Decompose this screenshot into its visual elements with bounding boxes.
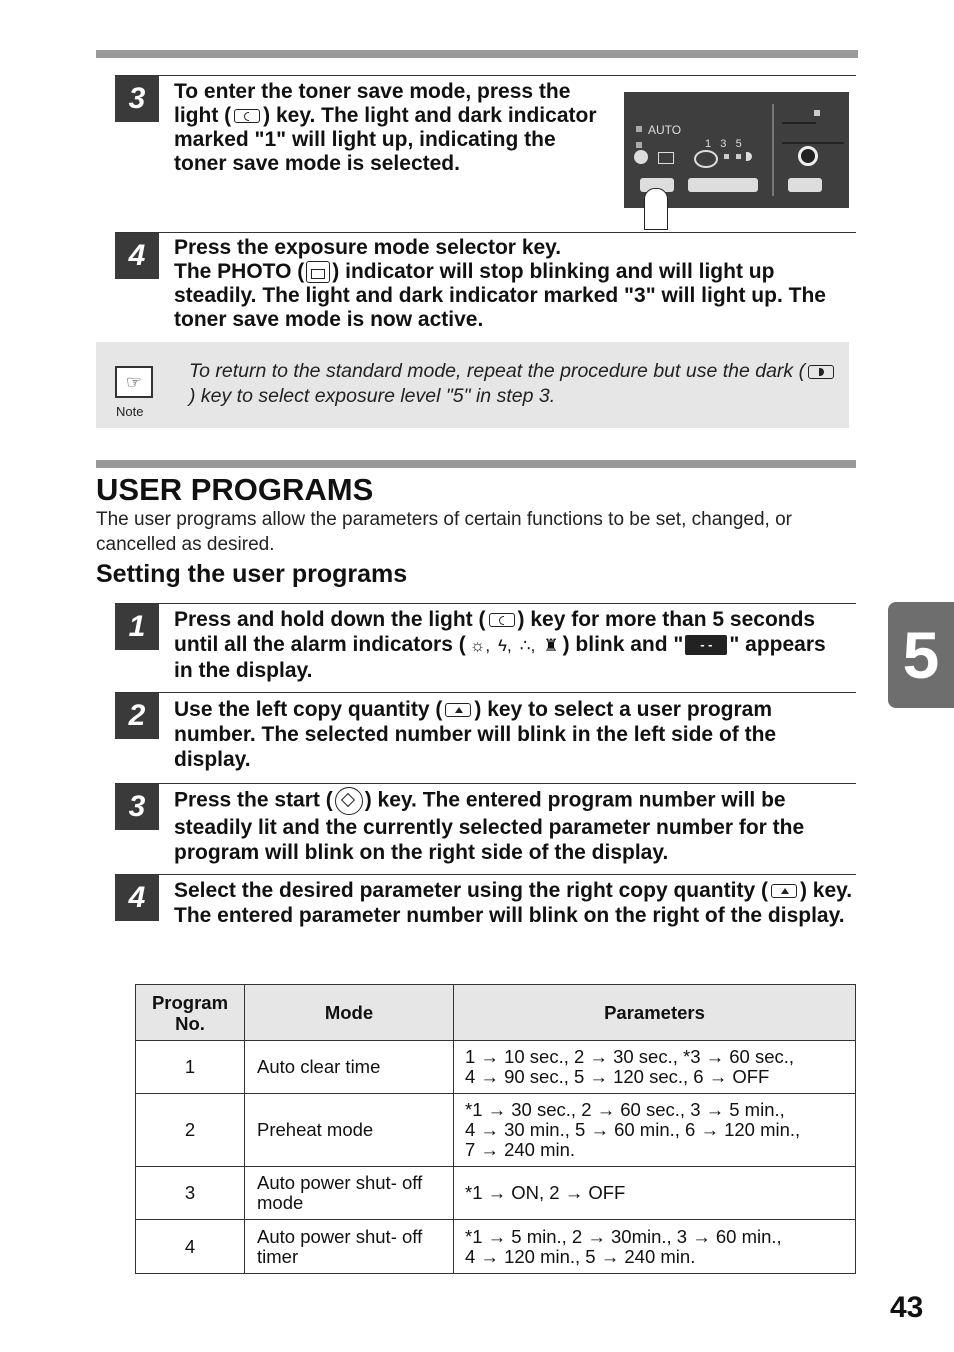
table-header-row [136,985,856,1041]
display-dashes-icon: - - [685,635,727,655]
drum-alarm-icon: ☼, [469,636,491,655]
program-number: 4 [136,1220,245,1274]
program-number: 3 [136,1167,245,1220]
dark-key-icon [808,365,834,379]
section-divider [96,460,856,468]
step-text: Select the desired parameter using the right copy quantity ( ) key. The entered parameter number will blink on the right of the display. [174,879,853,927]
step-text: Press and hold down the light ( ) key for more than 5 seconds until all the alarm indicators ( ☼, ϟ, ∴, ♜ ) blink and " - - " appears in the display. [174,608,826,682]
note-box [96,342,849,428]
section-subtitle: Setting the user programs [96,560,408,588]
light-key-icon [234,109,260,123]
step-text: To enter the toner save mode, press the light ( ) key. The light and dark indicator marked "1" will light up, indicating the toner save mode is selected. [174,80,597,175]
maintenance-alarm-icon: ♜ [543,636,559,655]
program-mode: Auto power shut- off mode [245,1167,454,1220]
photo-icon [306,261,330,283]
panel-menu-button [788,178,822,192]
light-dark-indicator-icon [694,150,718,168]
step-number: 3 [115,76,159,122]
column-header: Program No. [136,985,245,1041]
sun-icon [634,150,648,164]
step-number: 3 [115,784,159,830]
step-number: 1 [115,604,159,650]
table-row [136,1220,856,1274]
photo-indicator-icon [658,152,674,164]
light-key-icon [489,613,515,627]
step-number: 4 [115,233,159,279]
page-number: 43 [890,1291,924,1324]
panel-light-dark-buttons [688,178,758,192]
step-divider [115,783,856,784]
program-parameters: *1 → ON, 2 → OFF [454,1167,856,1220]
table-row [136,1041,856,1094]
step-number: 2 [115,693,159,739]
program-number: 2 [136,1094,245,1167]
step-number: 4 [115,875,159,921]
step-divider [115,692,856,693]
note-label: Note [116,404,144,419]
copy-quantity-key-icon [771,884,797,898]
step-divider [115,75,856,76]
program-mode: Preheat mode [245,1094,454,1167]
program-mode: Auto power shut- off timer [245,1220,454,1274]
toner-alarm-icon: ∴, [519,636,536,655]
section-intro: The user programs allow the parameters of certain functions to be set, changed, or cancelled as desired. [96,509,792,555]
control-panel-illustration [624,92,849,208]
pointing-hand-icon: ☞ [115,366,153,398]
top-divider [96,50,858,58]
finger-icon [644,188,668,230]
step-divider [115,603,856,604]
misfeed-alarm-icon: ϟ, [498,636,512,655]
program-parameters: *1 → 5 min., 2 → 30min., 3 → 60 min., 4 → 120 min., 5 → 240 min. [454,1220,856,1274]
chapter-tab: 5 [888,602,954,708]
section-title: USER PROGRAMS [96,472,374,507]
step-text: Press the start ( ) key. The entered program number will be steadily lit and the currently selected parameter number for the program will blink on the right side of the display. [174,788,805,864]
step-text: Use the left copy quantity ( ) key to select a user program number. The selected number will blink in the left side of the display. [174,698,777,771]
column-header: Parameters [454,985,856,1041]
program-parameters: *1 → 30 sec., 2 → 60 sec., 3 → 5 min., 4 → 30 min., 5 → 60 min., 6 → 120 min., 7 → 240 min. [454,1094,856,1167]
copy-quantity-key-icon [445,703,471,717]
program-parameters: 1 → 10 sec., 2 → 30 sec., *3 → 60 sec., 4 → 90 sec., 5 → 120 sec., 6 → OFF [454,1041,856,1094]
table-row [136,1167,856,1220]
program-number: 1 [136,1041,245,1094]
step-divider [115,232,856,233]
toner-level-label: 1 3 5 [705,138,742,150]
start-key-icon [335,787,363,815]
note-text: To return to the standard mode, repeat the procedure but use the dark () key to select exposure level "5" in step 3. [189,359,839,409]
column-header: Mode [245,985,454,1041]
table-row [136,1094,856,1167]
step-text: Press the exposure mode selector key. The PHOTO ( ) indicator will stop blinking and will light up steadily. The light and dark indicator marked "3" will light up. The toner save mode is now active. [174,236,826,331]
step-divider [115,874,856,875]
program-mode: Auto clear time [245,1041,454,1094]
user-programs-table [135,984,856,1274]
auto-label: AUTO [648,123,682,137]
